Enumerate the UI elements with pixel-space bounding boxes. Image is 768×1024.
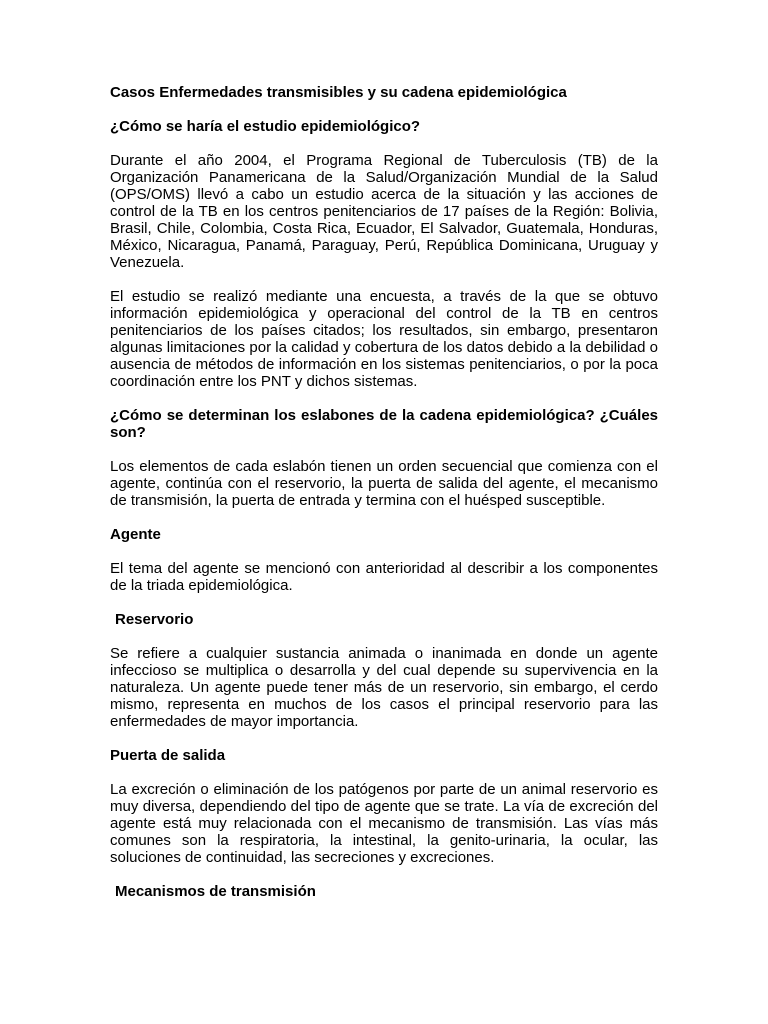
paragraph-reservorio: Se refiere a cualquier sustancia animada o inanimada en donde un agente infeccioso se multiplica o desarrolla y del cual depende su supervivencia en la naturaleza. Un agente puede tener más de un reservorio, sin embargo, el cerdo mismo, representa en muchos de los casos el principal reservorio para las enfermedades de mayor importancia. bbox=[110, 645, 658, 730]
heading-reservorio: Reservorio bbox=[115, 611, 194, 628]
heading-puerta-de-salida: Puerta de salida bbox=[110, 747, 226, 764]
heading-mecanismos-de-transmision: Mecanismos de transmisión bbox=[115, 883, 316, 900]
paragraph-encuesta: El estudio se realizó mediante una encuesta, a través de la que se obtuvo información epidemiológica y operacional del control de la TB en centros penitenciarios de los países citados; los resultados, sin embargo, presentaron algunas limitaciones por la calidad y cobertura de los datos debido a la debilidad o ausencia de métodos de información en los sistemas penitenciarios, o por la poca coordinación entre los PNT y dichos sistemas. bbox=[110, 288, 658, 390]
document-body bbox=[110, 84, 658, 917]
document-title: Casos Enfermedades transmisibles y su cadena epidemiológica bbox=[110, 84, 567, 101]
paragraph-puerta-de-salida: La excreción o eliminación de los patógenos por parte de un animal reservorio es muy diversa, dependiendo del tipo de agente que se trate. La vía de excreción del agente está muy relacionada con el mecanismo de transmisión. Las vías más comunes son la respiratoria, la intestinal, la genito-urinaria, la ocular, las soluciones de continuidad, las secreciones y excreciones. bbox=[110, 781, 658, 866]
question-eslabones: ¿Cómo se determinan los eslabones de la cadena epidemiológica? ¿Cuáles son? bbox=[110, 407, 658, 441]
paragraph-eslabones: Los elementos de cada eslabón tienen un orden secuencial que comienza con el agente, continúa con el reservorio, la puerta de salida del agente, el mecanismo de transmisión, la puerta de entrada y termina con el huésped susceptible. bbox=[110, 458, 658, 509]
question-estudio: ¿Cómo se haría el estudio epidemiológico? bbox=[110, 118, 421, 135]
paragraph-estudio-2004: Durante el año 2004, el Programa Regional de Tuberculosis (TB) de la Organización Panamericana de la Salud/Organización Mundial de la Salud (OPS/OMS) llevó a cabo un estudio acerca de la situación y las acciones de control de la TB en los centros penitenciarios de 17 países de la Región: Bolivia, Brasil, Chile, Colombia, Costa Rica, Ecuador, El Salvador, Guatemala, Honduras, México, Nicaragua, Panamá, Paraguay, Perú, República Dominicana, Uruguay y Venezuela. bbox=[110, 152, 658, 271]
paragraph-agente: El tema del agente se mencionó con anterioridad al describir a los componentes de la triada epidemiológica. bbox=[110, 560, 658, 594]
heading-agente: Agente bbox=[110, 526, 161, 543]
